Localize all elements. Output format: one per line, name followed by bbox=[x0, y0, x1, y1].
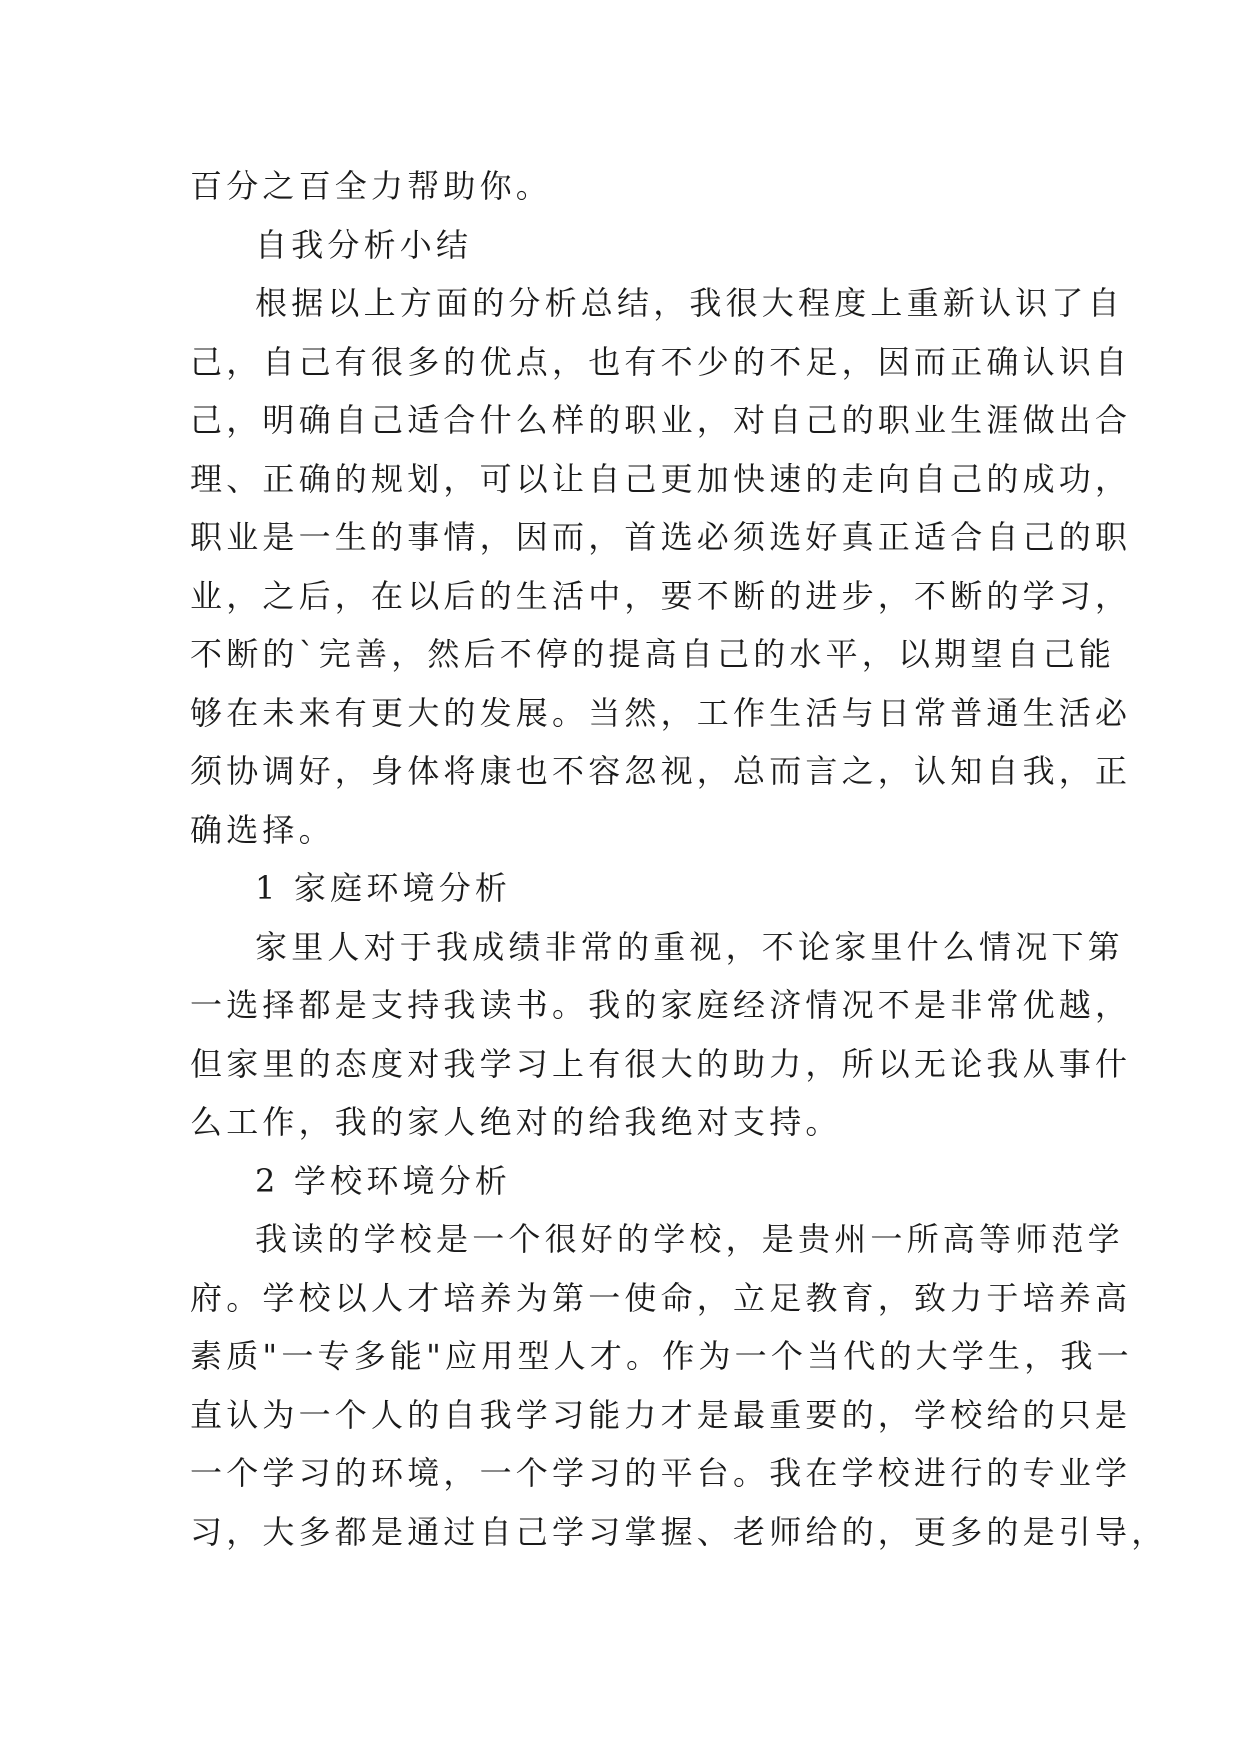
text-line: 百分之百全力帮助你。 bbox=[190, 167, 553, 205]
text-line: 我读的学校是一个很好的学校，是贵州一所高等师范学 bbox=[255, 1220, 1124, 1258]
text-line: 根据以上方面的分析总结，我很大程度上重新认识了自 bbox=[255, 284, 1124, 322]
text-line: 己，明确自己适合什么样的职业，对自己的职业生涯做出合 bbox=[190, 401, 1132, 439]
document-body bbox=[190, 157, 1168, 1561]
text-line: 己，自己有很多的优点，也有不少的不足，因而正确认识自 bbox=[190, 342, 1132, 381]
text-line: 业，之后，在以后的生活中，要不断的进步，不断的学习， bbox=[190, 576, 1132, 615]
text-line: 须协调好，身体将康也不容忽视，总而言之，认知自我，正 bbox=[190, 752, 1132, 790]
text-line: 府。学校以人才培养为第一使命，立足教育，致力于培养高 bbox=[190, 1278, 1132, 1317]
text-line: 素质"一专多能"应用型人才。作为一个当代的大学生，我一 bbox=[190, 1337, 1133, 1375]
section-heading: 1 家庭环境分析 bbox=[255, 869, 512, 907]
text-line: 习，大多都是通过自己学习掌握、老师给的，更多的是引导， bbox=[190, 1512, 1168, 1551]
text-line: 不断的`完善，然后不停的提高自己的水平，以期望自己能 bbox=[190, 635, 1116, 673]
text-line: 够在未来有更大的发展。当然，工作生活与日常普通生活必 bbox=[190, 693, 1132, 732]
text-line: 理、正确的规划，可以让自己更加快速的走向自己的成功， bbox=[190, 459, 1132, 498]
text-line: 直认为一个人的自我学习能力才是最重要的，学校给的只是 bbox=[190, 1395, 1132, 1434]
text-line: 职业是一生的事情，因而，首选必须选好真正适合自己的职 bbox=[190, 518, 1132, 556]
section-heading: 2 学校环境分析 bbox=[255, 1161, 512, 1200]
text-line: 但家里的态度对我学习上有很大的助力，所以无论我从事什 bbox=[190, 1044, 1132, 1083]
text-line: 确选择。 bbox=[190, 810, 335, 849]
text-line: 家里人对于我成绩非常的重视，不论家里什么情况下第 bbox=[255, 927, 1124, 966]
text-line: 一选择都是支持我读书。我的家庭经济情况不是非常优越， bbox=[190, 986, 1132, 1024]
section-heading: 自我分析小结 bbox=[255, 225, 473, 264]
text-line: 么工作，我的家人绝对的给我绝对支持。 bbox=[190, 1103, 842, 1141]
text-line: 一个学习的环境，一个学习的平台。我在学校进行的专业学 bbox=[190, 1454, 1132, 1492]
